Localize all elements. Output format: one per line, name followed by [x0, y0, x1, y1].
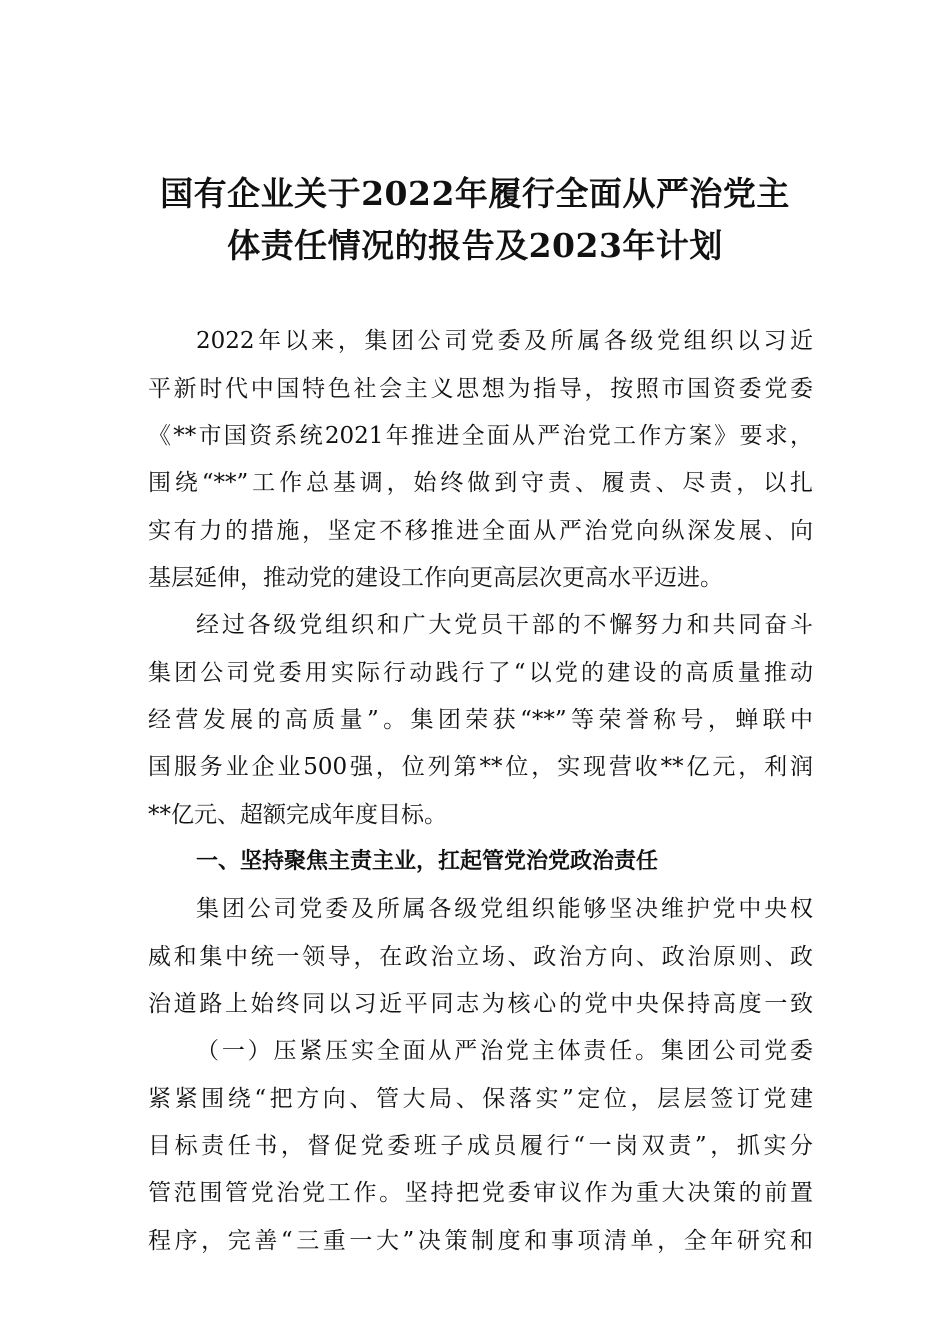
title-line-2: 体责任情况的报告及2023年计划 — [227, 226, 723, 265]
body-line: 威和集中统一领导，在政治立场、政治方向、政治原则、政 — [148, 944, 813, 970]
body-line: 治道路上始终同以习近平同志为核心的党中央保持高度一致 — [148, 991, 813, 1017]
body-line: 国服务业企业500强，位列第**位，实现营收**亿元，利润 — [148, 754, 813, 780]
body-line: 集团公司党委及所属各级党组织能够坚决维护党中央权 — [196, 896, 813, 922]
body-line: 管范围管党治党工作。坚持把党委审议作为重大决策的前置 — [148, 1180, 813, 1206]
body-line: **亿元、超额完成年度目标。 — [148, 802, 447, 828]
body-line: 平新时代中国特色社会主义思想为指导，按照市国资委党委 — [148, 376, 813, 402]
body-line: 经过各级党组织和广大党员干部的不懈努力和共同奋斗 — [196, 612, 813, 638]
body-line: 目标责任书，督促党委班子成员履行“一岗双责”，抓实分 — [148, 1133, 813, 1159]
body-line: 实有力的措施，坚定不移推进全面从严治党向纵深发展、向 — [148, 518, 813, 544]
body-line: 《**市国资系统2021年推进全面从严治党工作方案》要求， — [148, 423, 813, 449]
body-line: 集团公司党委用实际行动践行了“以党的建设的高质量推动 — [148, 660, 813, 686]
body-line: 经营发展的高质量”。集团荣获“**”等荣誉称号，蝉联中 — [148, 707, 813, 733]
body-line: 基层延伸，推动党的建设工作向更高层次更高水平迈进。 — [148, 565, 723, 591]
document-title — [0, 168, 950, 272]
title-line-1: 国有企业关于2022年履行全面从严治党主 — [160, 174, 790, 213]
body-line: （一）压紧压实全面从严治党主体责任。集团公司党委 — [196, 1038, 813, 1064]
body-line: 围绕“**”工作总基调，始终做到守责、履责、尽责，以扎 — [148, 470, 813, 496]
section-heading: 一、坚持聚焦主责主业，扛起管党治党政治责任 — [196, 849, 659, 874]
body-line: 程序，完善“三重一大”决策制度和事项清单，全年研究和 — [148, 1228, 813, 1254]
body-line: 2022年以来，集团公司党委及所属各级党组织以习近 — [196, 328, 813, 354]
body-line: 紧紧围绕“把方向、管大局、保落实”定位，层层签订党建 — [148, 1086, 813, 1112]
